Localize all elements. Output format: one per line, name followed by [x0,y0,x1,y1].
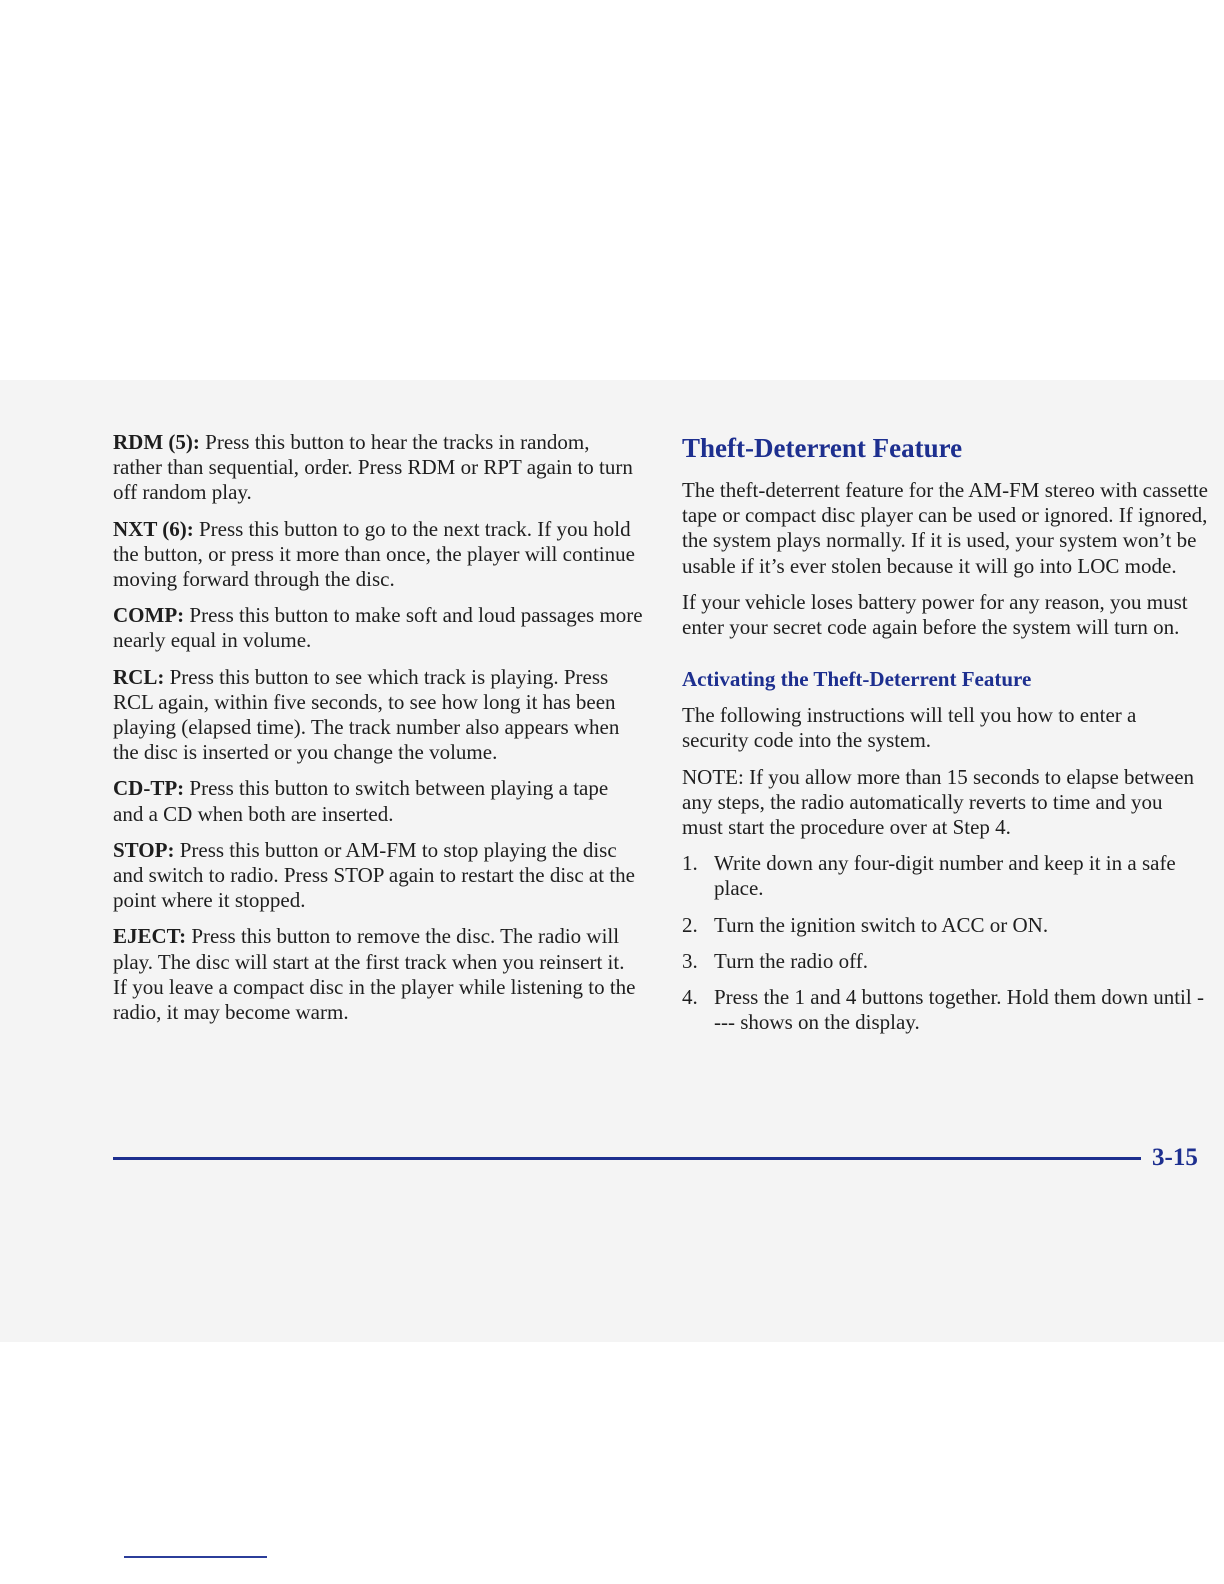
step-item [682,949,1208,974]
text-eject: Press this button to remove the disc. The radio will play. The disc will start at the first track when you reinsert it. If you leave a compact disc in the player while listening to the radio, it may become warm. [113,924,636,1025]
term-rdm: RDM (5): [113,430,200,454]
step-text: Turn the radio off. [714,948,868,973]
text-comp: Press this button to make soft and loud passages more nearly equal in volume. [113,603,643,653]
paragraph-rdm [113,430,643,506]
step-item [682,985,1208,1035]
step-item [682,851,1208,901]
left-column [113,430,643,1036]
step-number: 3. [682,948,698,973]
step-text: Press the 1 and 4 buttons together. Hold them down until ---- shows on the display. [714,985,1204,1035]
steps-list [682,851,1208,1035]
text-cd-tp: Press this button to switch between playing a tape and a CD when both are inserted. [113,776,609,826]
section-title: Theft-Deterrent Feature [682,433,963,463]
term-stop: STOP: [113,837,175,862]
intro-paragraph-1: The theft-deterrent feature for the AM-FM stereo with cassette tape or compact disc player can be used or ignored. If ignored, the system plays normally. If it is used, your system won’t be usable if it’s ever stolen because it will go into LOC mode. [682,478,1208,578]
text-rcl: Press this button to see which track is playing. Press RCL again, within five seconds, to see how long it has been playing (elapsed time). The track number also appears when the disc is inserted or you change the volume. [113,664,620,765]
subsection-title: Activating the Theft-Deterrent Feature [682,667,1032,692]
term-eject: EJECT: [113,924,187,949]
text-rdm: Press this button to hear the tracks in random, rather than sequential, order. Press RDM or RPT again to turn off random play. [113,430,633,505]
term-cd-tp: CD-TP: [113,776,185,801]
term-comp: COMP: [113,603,185,628]
step-item [682,913,1208,938]
page-number: 3-15 [1152,1144,1198,1171]
paragraph-cd-tp [113,776,643,826]
footer-rule [113,1157,1141,1160]
intro-paragraph-2: If your vehicle loses battery power for any reason, you must enter your secret code again before the system will turn on. [682,589,1188,640]
paragraph-comp [113,603,643,653]
bottom-decorative-line [124,1556,267,1558]
step-number: 4. [682,985,698,1010]
paragraph-eject [113,924,643,1025]
text-nxt: Press this button to go to the next track. If you hold the button, or press it more than once, the player will continue moving forward through the disc. [113,516,635,592]
term-nxt: NXT (6): [113,516,194,541]
paragraph-nxt [113,517,643,593]
step-number: 2. [682,912,698,937]
step-number: 1. [682,851,698,876]
instructions-paragraph: The following instructions will tell you how to enter a security code into the system. [682,703,1137,753]
step-text: Write down any four-digit number and keep it in a safe place. [714,851,1176,901]
term-rcl: RCL: [113,664,165,689]
step-text: Turn the ignition switch to ACC or ON. [714,912,1049,937]
text-stop: Press this button or AM-FM to stop playing the disc and switch to radio. Press STOP again to restart the disc at the point where it stopped. [113,837,635,913]
right-column [682,430,1208,1046]
paragraph-rcl [113,665,643,766]
paragraph-stop [113,838,643,914]
note-paragraph: NOTE: If you allow more than 15 seconds to elapse between any steps, the radio automatically reverts to time and you must start the procedure over at Step 4. [682,764,1195,840]
